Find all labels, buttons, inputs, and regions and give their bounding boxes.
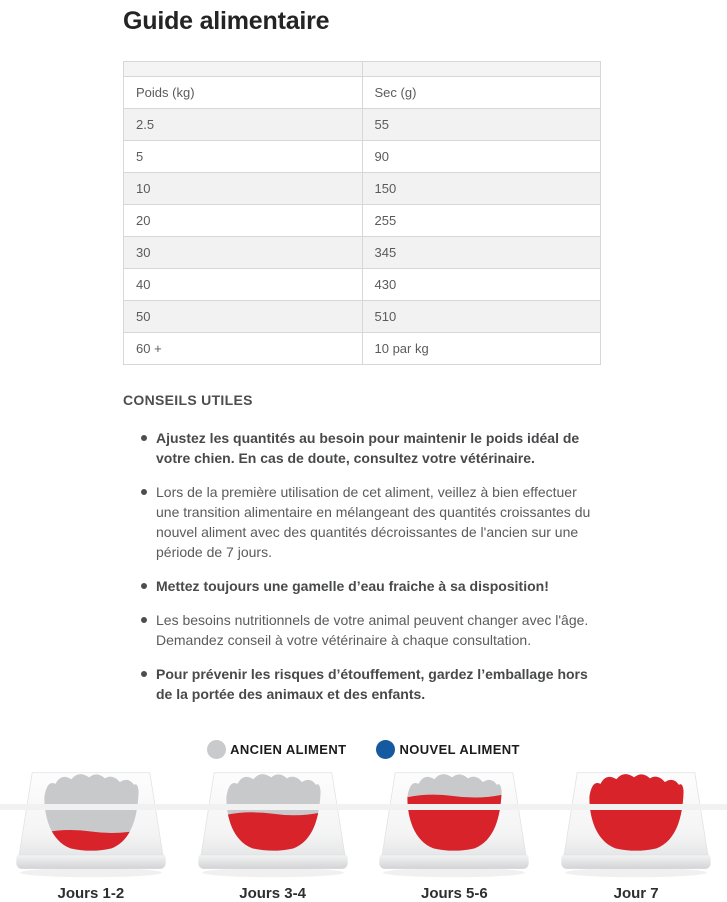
tips-heading: CONSEILS UTILES: [123, 392, 253, 408]
cell-dry: 345: [362, 237, 601, 269]
cell-weight: 60 +: [124, 333, 363, 365]
table-row: [124, 141, 601, 173]
tip-item: [156, 610, 601, 650]
bowl-days-1-2: [0, 769, 182, 902]
table-header-row: [124, 77, 601, 109]
tips-section: [123, 392, 601, 704]
bowl-days-3-4: [182, 769, 364, 902]
tip-item: [156, 576, 601, 596]
bowl-days-5-6: [364, 769, 546, 902]
cell-dry: 510: [362, 301, 601, 333]
table-row: [124, 301, 601, 333]
new-food-dot-icon: [376, 740, 395, 759]
cell-weight: 2.5: [124, 109, 363, 141]
table-row: [124, 269, 601, 301]
table-row: [124, 173, 601, 205]
table-row: [124, 237, 601, 269]
table-row: [124, 205, 601, 237]
tip-text: Pour prévenir les risques d’étouffement, gardez l’emballage hors de la portée des animaux et des enfants.: [156, 666, 588, 702]
tips-list: [123, 428, 601, 704]
bowl-label: Jour 7: [613, 885, 659, 902]
table-spacer-cell: [124, 62, 363, 77]
main-content: [123, 0, 601, 704]
cell-weight: 5: [124, 141, 363, 173]
table-row: [124, 109, 601, 141]
legend-label-new: NOUVEL ALIMENT: [399, 742, 520, 757]
page-title: Guide alimentaire: [123, 7, 330, 35]
bowl-label: Jours 3-4: [239, 885, 306, 902]
cell-weight: 30: [124, 237, 363, 269]
cell-dry: 150: [362, 173, 601, 205]
table-spacer-cell: [362, 62, 601, 77]
tip-item: [156, 428, 601, 468]
transition-bowls-row: [0, 769, 727, 902]
table-spacer-row: [124, 62, 601, 77]
column-header-dry: Sec (g): [362, 77, 601, 109]
old-food-dot-icon: [207, 740, 226, 759]
bowl-icon: [369, 769, 539, 881]
tip-text: Ajustez les quantités au besoin pour maintenir le poids idéal de votre chien. En cas de doute, consultez votre vétérinaire.: [156, 430, 580, 466]
bowl-icon: [188, 769, 358, 881]
feeding-guide-table: [123, 61, 601, 365]
cell-dry: 255: [362, 205, 601, 237]
legend-label-old: ANCIEN ALIMENT: [230, 742, 347, 757]
bowl-label: Jours 5-6: [421, 885, 488, 902]
tip-item: [156, 664, 601, 704]
table-row: [124, 333, 601, 365]
legend-item-new-food: [376, 740, 519, 759]
bowl-label: Jours 1-2: [57, 885, 125, 902]
tip-text: Lors de la première utilisation de cet aliment, veillez à bien effectuer une transition alimentaire en mélangeant des quantités croissantes du nouvel aliment avec des quantités décroissantes de l'ancien sur une période de 7 jours.: [156, 484, 591, 560]
cell-weight: 40: [124, 269, 363, 301]
next-section-edge: [0, 804, 727, 810]
tip-text: Les besoins nutritionnels de votre animal peuvent changer avec l'âge. Demandez conseil à votre vétérinaire à chaque consultation.: [156, 612, 589, 648]
bowl-icon: [6, 769, 176, 881]
cell-weight: 50: [124, 301, 363, 333]
cell-dry: 430: [362, 269, 601, 301]
bowl-day-7: [545, 769, 727, 902]
column-header-weight: Poids (kg): [124, 77, 363, 109]
cell-weight: 10: [124, 173, 363, 205]
legend-item-old-food: [207, 740, 346, 759]
tip-item: [156, 482, 601, 562]
bowl-icon: [551, 769, 721, 881]
cell-dry: 90: [362, 141, 601, 173]
cell-dry: 55: [362, 109, 601, 141]
cell-weight: 20: [124, 205, 363, 237]
tip-text: Mettez toujours une gamelle d’eau fraiche à sa disposition!: [156, 578, 549, 594]
cell-dry: 10 par kg: [362, 333, 601, 365]
food-legend: [0, 740, 727, 759]
